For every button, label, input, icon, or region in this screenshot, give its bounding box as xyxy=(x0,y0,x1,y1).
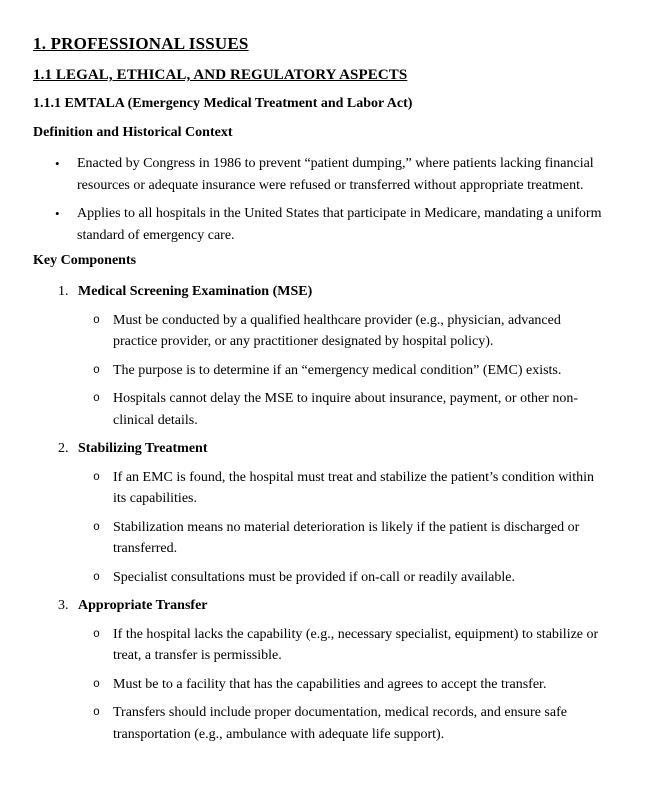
sub-bullet-item xyxy=(93,360,612,382)
bullet-icon: • xyxy=(55,206,60,221)
sub-bullet-text: The purpose is to determine if an “emergency medical condition” (EMC) exists. xyxy=(113,362,562,378)
heading-key-components: Key Components xyxy=(33,253,137,268)
sub-bullet-text: Hospitals cannot delay the MSE to inquire about insurance, payment, or other non-clinical details. xyxy=(113,391,579,428)
sub-bullet-text: Transfers should include proper documentation, medical records, and ensure safe transportation (e.g., ambulance with adequate life support). xyxy=(113,705,567,742)
sub-bullet-icon: o xyxy=(93,470,100,484)
bullet-item-enacted xyxy=(55,153,612,196)
sub-bullet-item xyxy=(93,388,612,431)
sub-bullet-text: Stabilization means no material deterioration is likely if the patient is discharged or transferred. xyxy=(113,519,580,556)
heading-professional-issues: 1. PROFESSIONAL ISSUES xyxy=(33,34,249,53)
item-title: Stabilizing Treatment xyxy=(78,441,208,456)
sub-bullet-item xyxy=(93,567,612,589)
sub-bullet-icon: o xyxy=(93,627,100,641)
item-title: Medical Screening Examination (MSE) xyxy=(78,284,313,299)
sub-bullet-text: Must be to a facility that has the capabilities and agrees to accept the transfer. xyxy=(113,676,547,692)
item-number: 1. xyxy=(58,284,69,299)
sub-bullet-text: Specialist consultations must be provided if on-call or readily available. xyxy=(113,569,516,585)
heading-legal-ethical-regulatory: 1.1 LEGAL, ETHICAL, AND REGULATORY ASPECTS xyxy=(33,67,408,83)
sub-bullet-text: If the hospital lacks the capability (e.g., necessary specialist, equipment) to stabilize or treat, a transfer is permissible. xyxy=(113,626,599,663)
bullet-icon: • xyxy=(55,156,60,171)
sub-bullet-item xyxy=(93,674,612,696)
sub-bullet-icon: o xyxy=(93,570,100,584)
sub-bullet-icon: o xyxy=(93,313,100,327)
sub-bullet-item xyxy=(93,467,612,510)
numbered-item-mse xyxy=(58,281,612,303)
sub-bullet-icon: o xyxy=(93,363,100,377)
item-number: 3. xyxy=(58,598,69,613)
sub-bullet-icon: o xyxy=(93,706,100,719)
item-number: 2. xyxy=(58,441,69,456)
sub-bullet-icon: o xyxy=(93,392,100,405)
numbered-item-transfer xyxy=(58,595,612,617)
sub-bullet-text: If an EMC is found, the hospital must treat and stabilize the patient’s condition within its capabilities. xyxy=(113,469,594,506)
sub-bullet-icon: o xyxy=(93,520,100,534)
sub-bullet-item xyxy=(93,702,612,745)
bullet-text: Enacted by Congress in 1986 to prevent “patient dumping,” where patients lacking financial resources or adequate insurance were refused or transferred without appropriate treatment. xyxy=(77,156,594,193)
bullet-text: Applies to all hospitals in the United States that participate in Medicare, mandating a uniform standard of emergency care. xyxy=(77,206,602,243)
sub-bullet-item xyxy=(93,310,612,353)
bullet-item-applies xyxy=(55,203,612,246)
sub-bullet-text: Must be conducted by a qualified healthcare provider (e.g., physician, advanced practice provider, or any practitioner designated by hospital policy). xyxy=(113,312,561,349)
item-title: Appropriate Transfer xyxy=(78,598,208,613)
numbered-item-stabilizing xyxy=(58,438,612,460)
sub-bullet-icon: o xyxy=(93,677,100,691)
heading-emtala: 1.1.1 EMTALA (Emergency Medical Treatment and Labor Act) xyxy=(33,96,413,111)
sub-bullet-item xyxy=(93,624,612,667)
heading-definition-historical-context: Definition and Historical Context xyxy=(33,125,233,140)
sub-bullet-item xyxy=(93,517,612,560)
